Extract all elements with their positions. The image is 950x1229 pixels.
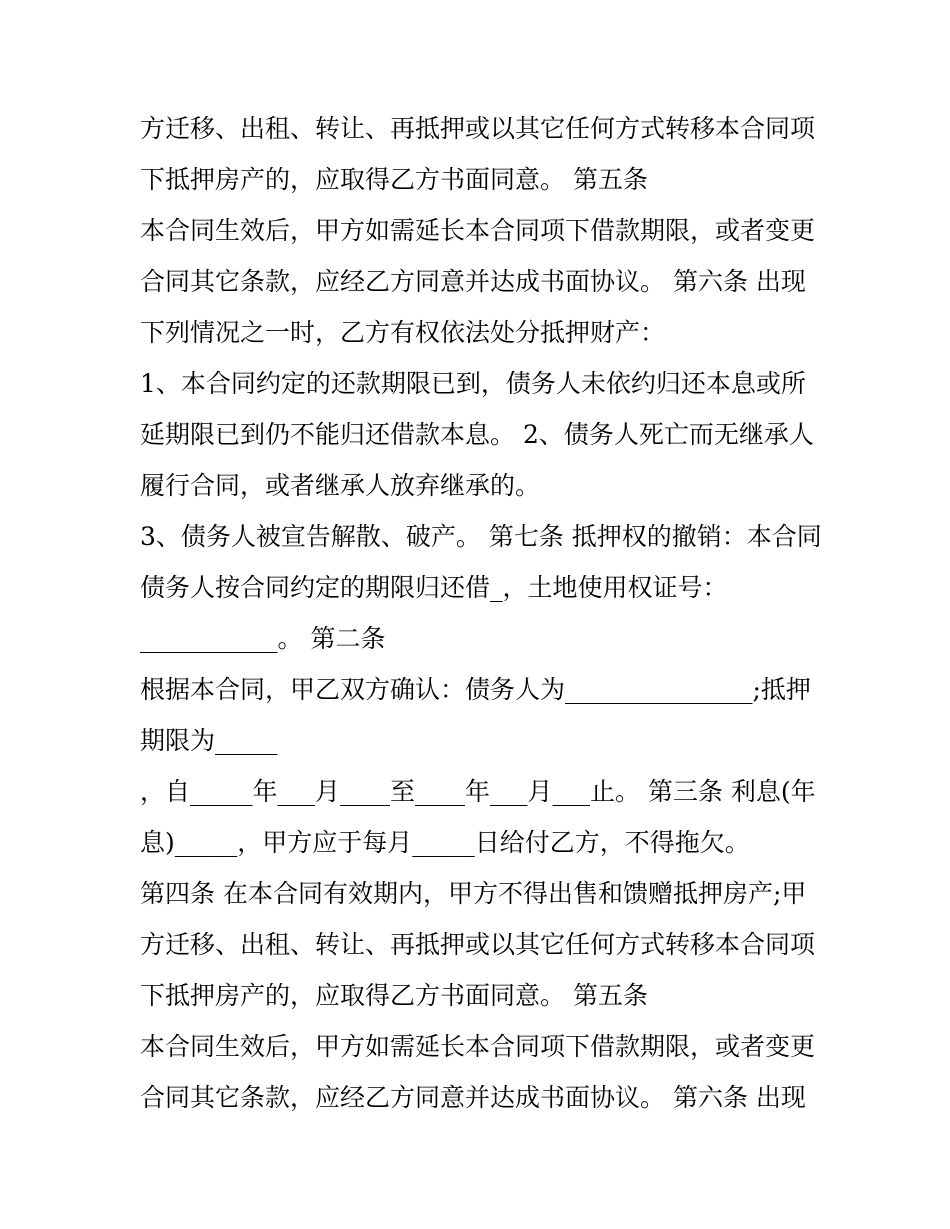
text-line: 下抵押房产的，应取得乙方书面同意。 第五条 <box>140 981 648 1010</box>
text-line: 息)_____，甲方应于每月_____日给付乙方，不得拖欠。 <box>140 828 750 857</box>
text-line: 本合同生效后，甲方如需延长本合同项下借款期限，或者变更 <box>140 216 816 245</box>
document-body <box>140 103 830 1123</box>
text-line: 方迁移、出租、转让、再抵押或以其它任何方式转移本合同项 <box>140 930 816 959</box>
text-line: 方迁移、出租、转让、再抵押或以其它任何方式转移本合同项 <box>140 114 816 143</box>
text-line: 下列情况之一时，乙方有权依法处分抵押财产： <box>140 318 666 347</box>
text-line: 本合同生效后，甲方如需延长本合同项下借款期限，或者变更 <box>140 1032 816 1061</box>
text-line: ___________。 第二条 <box>140 624 386 653</box>
text-line: 第四条 在本合同有效期内，甲方不得出售和馈赠抵押房产;甲 <box>140 879 807 908</box>
text-line: 合同其它条款，应经乙方同意并达成书面协议。 第六条 出现 <box>140 267 806 296</box>
text-line: 合同其它条款，应经乙方同意并达成书面协议。 第六条 出现 <box>140 1083 806 1112</box>
text-line: 1、本合同约定的还款期限已到，债务人未依约归还本息或所 <box>140 369 806 398</box>
text-line: 期限为_____ <box>140 726 278 755</box>
text-line: 履行合同，或者继承人放弃继承的。 <box>140 471 541 500</box>
text-line: 延期限已到仍不能归还借款本息。 2、债务人死亡而无继承人 <box>140 420 814 449</box>
text-line: ，自_____年___月____至____年___月___止。 第三条 利息(年 <box>140 777 816 806</box>
text-line: 根据本合同，甲乙双方确认：债务人为_______________;抵押 <box>140 675 811 704</box>
text-line: 3、债务人被宣告解散、破产。 第七条 抵押权的撤销：本合同 <box>140 522 822 551</box>
text-line: 下抵押房产的，应取得乙方书面同意。 第五条 <box>140 165 648 194</box>
text-line: 债务人按合同约定的期限归还借_，土地使用权证号： <box>140 573 728 602</box>
